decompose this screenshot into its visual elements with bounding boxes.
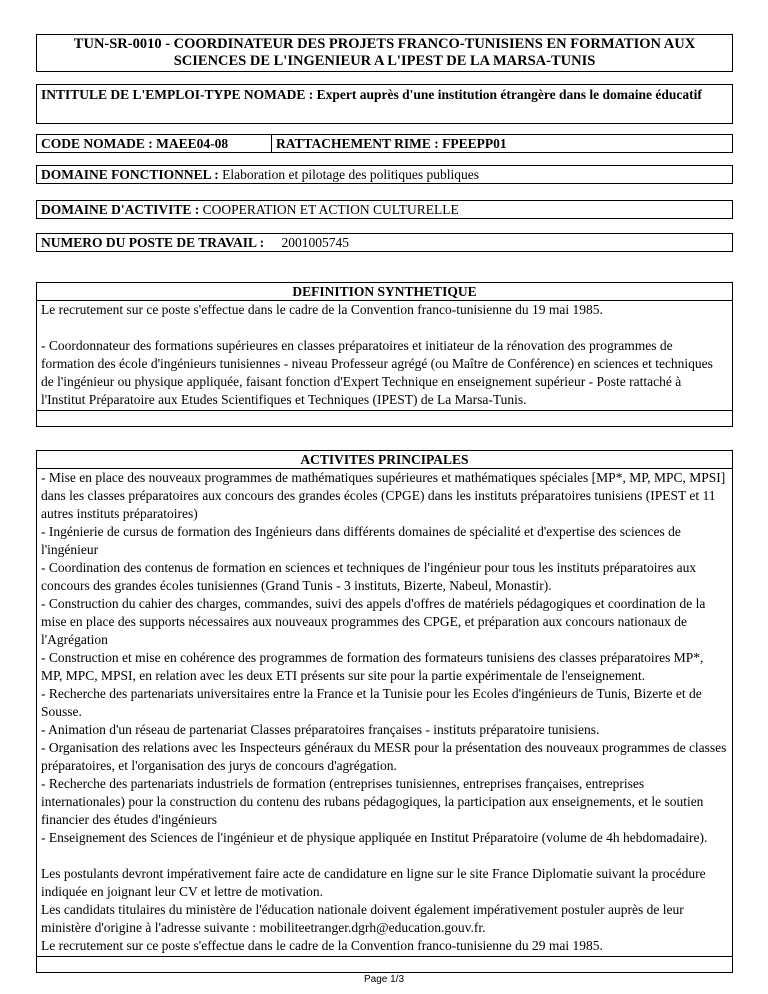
domaine-fonctionnel-label: DOMAINE FONCTIONNEL : <box>41 167 219 182</box>
definition-paragraph: - Coordonnateur des formations supérieures en classes préparatoires et initiateur de la rénovation des programmes de formation des école d'ingénieurs tunisiennes - niveau Professeur agrégé (ou Maître de Conférence) en sciences et techniques de l'ingénieur ou physique appliquée, faisant fonction d'Expert Technique en enseignement supérieur - Poste rattaché à l'Institut Préparatoire aux Etudes Scientifiques et Techniques (IPEST) de La Marsa-Tunis. <box>41 338 713 407</box>
closing-paragraph: Les postulants devront impérativement faire acte de candidature en ligne sur le site France Diplomatie suivant la procédure indiquée en joignant leur CV et lettre de motivation. <box>41 866 706 899</box>
rattachement-rime: RATTACHEMENT RIME : FPEEPP01 <box>271 134 733 153</box>
code-nomade: CODE NOMADE : MAEE04-08 <box>36 134 272 153</box>
activity-item: - Ingénierie de cursus de formation des Ingénieurs dans différents domaines de spécialité et d'expertise des sciences de l'ingénieur <box>41 524 681 557</box>
activity-item: - Enseignement des Sciences de l'ingénieur et de physique appliquée en Institut Préparatoire (volume de 4h hebdomadaire). <box>41 830 708 845</box>
activity-item: - Organisation des relations avec les Inspecteurs généraux du MESR pour la présentation des nouveaux programmes de classes préparatoires, et l'organisation des jurys de concours d'agrégation. <box>41 740 727 773</box>
activity-item: - Recherche des partenariats industriels de formation (entreprises tunisiennes, entreprises françaises, entreprises internationales) pour la construction du contenu des rubans pédagogiques, la participation aux enseignements, et le soutien financier des études d'ingénieurs <box>41 776 704 827</box>
intitule-emploi: INTITULE DE L'EMPLOI-TYPE NOMADE : Expert auprès d'une institution étrangère dans le domaine éducatif <box>36 84 733 124</box>
definition-section <box>36 282 733 427</box>
activites-heading: ACTIVITES PRINCIPALES <box>37 451 732 469</box>
closing-paragraph: Les candidats titulaires du ministère de l'éducation nationale doivent également impérativement postuler auprès de leur ministère d'origine à l'adresse suivante : mobiliteetranger.dgrh@education.gouv.fr. <box>41 902 684 935</box>
numero-poste-label: NUMERO DU POSTE DE TRAVAIL : <box>41 235 265 250</box>
activites-section <box>36 450 733 973</box>
document-title: TUN-SR-0010 - COORDINATEUR DES PROJETS FRANCO-TUNISIENS EN FORMATION AUX SCIENCES DE L'INGENIEUR A L'IPEST DE LA MARSA-TUNIS <box>36 34 733 72</box>
numero-poste-value: 2001005745 <box>281 235 350 250</box>
numero-poste <box>36 233 733 252</box>
definition-heading: DEFINITION SYNTHETIQUE <box>37 283 732 301</box>
domaine-activite-label: DOMAINE D'ACTIVITE : <box>41 202 200 217</box>
activity-item: - Mise en place des nouveaux programmes de mathématiques supérieures et mathématiques spéciales [MP*, MP, MPC, MPSI] dans les classes préparatoires aux concours des grandes écoles (CPGE) dans les instituts préparatoires tunisiens (IPEST et 11 autres instituts préparatoires) <box>41 470 726 521</box>
definition-paragraph: Le recrutement sur ce poste s'effectue dans le cadre de la Convention franco-tunisienne du 19 mai 1985. <box>41 302 603 317</box>
closing-paragraph: Le recrutement sur ce poste s'effectue dans le cadre de la Convention franco-tunisienne du 29 mai 1985. <box>41 938 603 953</box>
activity-item: - Recherche des partenariats universitaires entre la France et la Tunisie pour les Ecoles d'ingénieurs de Tunis, Bizerte et de Sousse. <box>41 686 702 719</box>
activity-item: - Coordination des contenus de formation en sciences et techniques de l'ingénieur pour tous les instituts préparatoires aux concours des grandes écoles tunisiennes (Grand Tunis - 3 instituts, Bizerte, Nabeul, Monastir). <box>41 560 697 593</box>
domaine-activite-value: COOPERATION ET ACTION CULTURELLE <box>202 202 459 217</box>
domaine-activite <box>36 200 733 219</box>
page-number: Page 1/3 <box>363 974 405 985</box>
domaine-fonctionnel <box>36 165 733 184</box>
activity-item: - Construction du cahier des charges, commandes, suivi des appels d'offres de matériels pédagogiques et coordination de la mise en place des supports nécessaires aux nouveaux programmes des CPGE, et préparation aux concours nationaux de l'Agrégation <box>41 596 706 647</box>
activity-item: - Animation d'un réseau de partenariat Classes préparatoires françaises - instituts préparatoire tunisiens. <box>41 722 600 737</box>
domaine-fonctionnel-value: Elaboration et pilotage des politiques publiques <box>222 167 479 182</box>
activity-item: - Construction et mise en cohérence des programmes de formation des formateurs tunisiens des classes préparatoires MP*, MP, MPC, MPSI, en relation avec les deux ETI présents sur site pour la partie expérimentale de l'enseignement. <box>41 650 704 683</box>
